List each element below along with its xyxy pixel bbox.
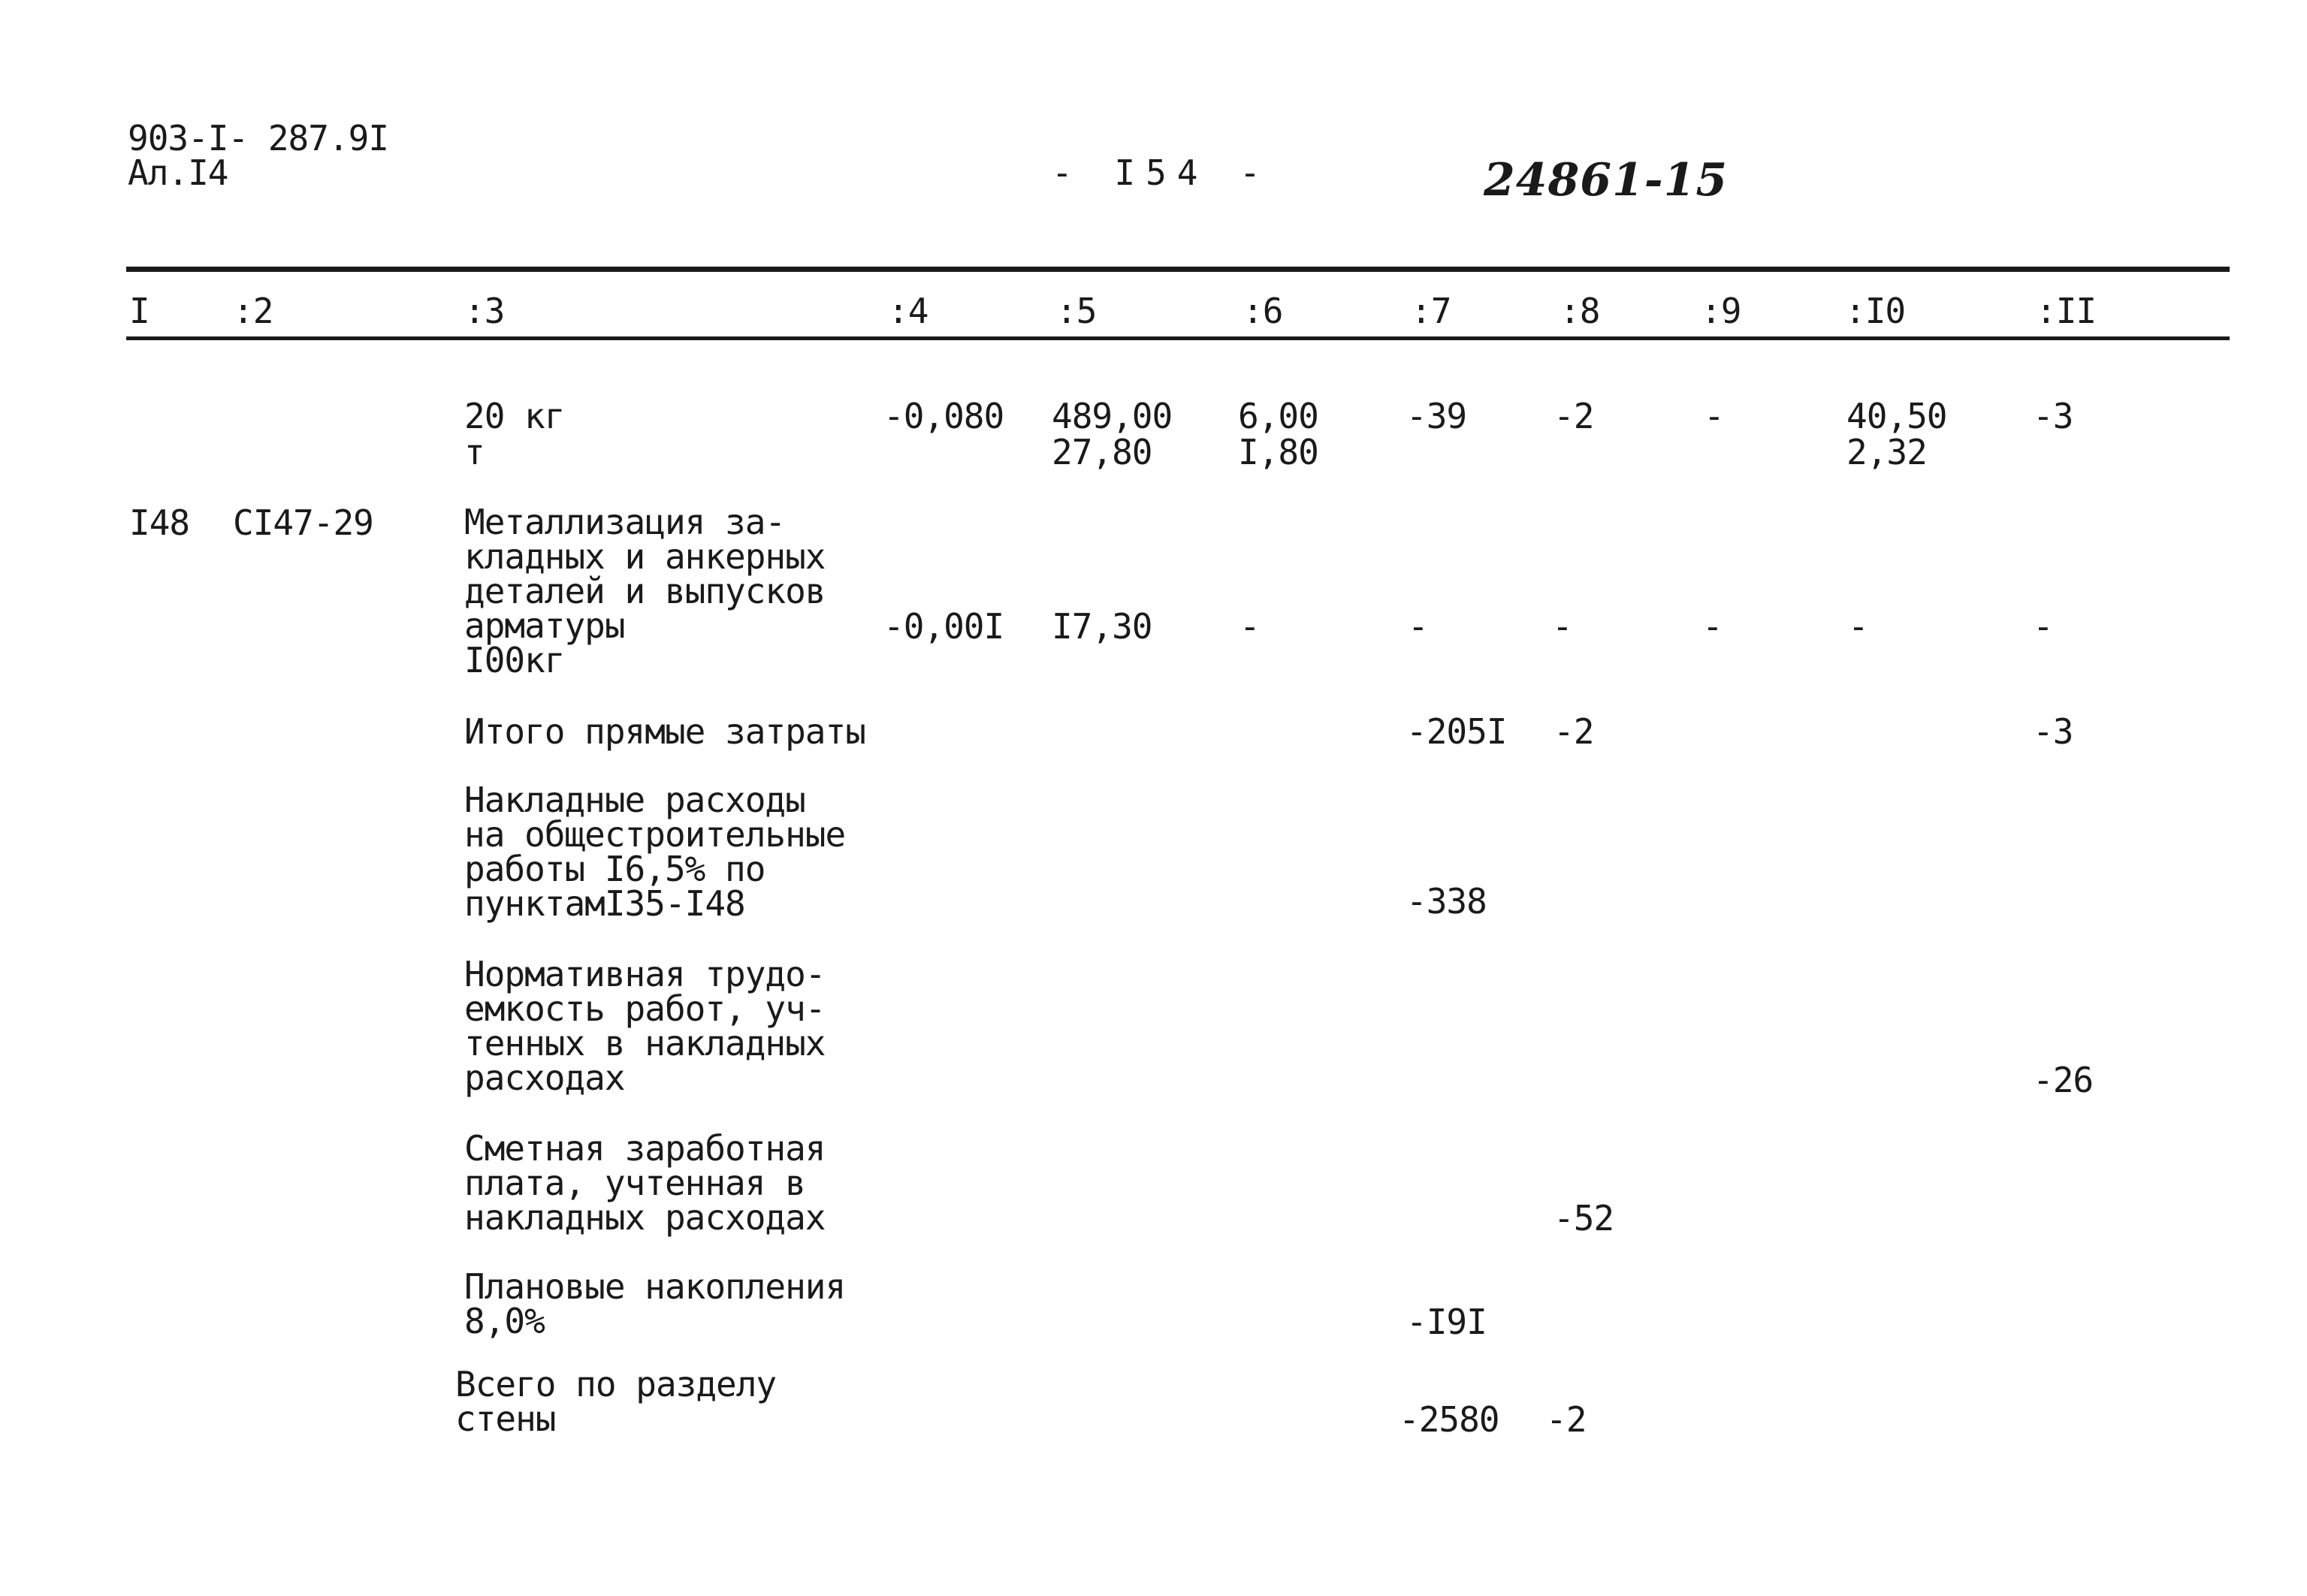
row1-col5: 489,00 27,80	[1052, 396, 1173, 472]
row8-description: Всего по разделу стены	[455, 1364, 777, 1439]
row1-col8: -2	[1554, 396, 1594, 436]
row1-description: 20 кг т	[464, 396, 565, 472]
row2-col7: -	[1408, 606, 1428, 647]
column-header-3: :3	[464, 291, 505, 331]
column-header-9: :9	[1701, 291, 1741, 331]
header-top-rule	[126, 267, 2230, 272]
row2-col5: I7,30	[1052, 606, 1152, 647]
column-header-2: :2	[233, 291, 273, 331]
row2-item-number: I48	[129, 502, 190, 543]
row1-col10: 40,50 2,32	[1847, 396, 1947, 472]
column-header-7: :7	[1411, 291, 1451, 331]
row5-col11: -26	[2033, 1060, 2094, 1100]
column-header-1: I	[129, 291, 149, 331]
row2-price-code: CI47-29	[233, 502, 373, 543]
row2-col9: -	[1702, 606, 1723, 647]
handwritten-register-number: 24861-15	[1484, 154, 1729, 207]
column-header-11: :II	[2036, 291, 2097, 331]
row3-description: Итого прямые затраты	[464, 711, 865, 752]
row6-col8: -52	[1554, 1198, 1614, 1238]
row8-col8: -2	[1546, 1399, 1587, 1440]
row4-description: Накладные расходы на общестроительные работы I6,5% по пунктамI35-I48	[464, 780, 846, 924]
row2-col6: -	[1240, 606, 1260, 647]
column-header-10: :I0	[1845, 291, 1906, 331]
row1-col4: -0,080	[883, 396, 1004, 436]
header-bottom-rule	[126, 336, 2230, 340]
column-header-6: :6	[1243, 291, 1283, 331]
row3-col7: -205I	[1406, 711, 1507, 752]
column-header-5: :5	[1056, 291, 1097, 331]
column-header-4: :4	[888, 291, 929, 331]
row7-description: Плановые накопления 8,0%	[464, 1266, 846, 1341]
page-number: - I54 -	[1052, 152, 1271, 193]
row1-col7: -39	[1406, 396, 1467, 436]
row4-col7: -338	[1406, 881, 1487, 922]
row1-col9: -	[1704, 396, 1724, 436]
row2-col8: -	[1552, 606, 1572, 647]
row2-description: Металлизация за- кладных и анкерных деталей и выпусков арматуры I00кг	[464, 502, 826, 680]
document-code: 903-I- 287.9I	[128, 118, 389, 158]
sheet-label: Ал.I4	[128, 152, 228, 193]
row1-col6: 6,00 I,80	[1238, 396, 1318, 472]
row8-col7: -2580	[1399, 1399, 1499, 1440]
row3-col11: -3	[2033, 711, 2073, 752]
row2-col4: -0,00I	[883, 606, 1004, 647]
row7-col7: -I9I	[1406, 1302, 1487, 1342]
row5-description: Нормативная трудо- емкость работ, уч- тенных в накладных расходах	[464, 954, 826, 1098]
row2-col11: -	[2033, 606, 2053, 647]
row6-description: Сметная заработная плата, учтенная в накладных расходах	[464, 1128, 826, 1238]
column-header-8: :8	[1560, 291, 1600, 331]
row3-col8: -2	[1554, 711, 1594, 752]
row2-col10: -	[1848, 606, 1868, 647]
row1-col11: -3	[2033, 396, 2073, 436]
